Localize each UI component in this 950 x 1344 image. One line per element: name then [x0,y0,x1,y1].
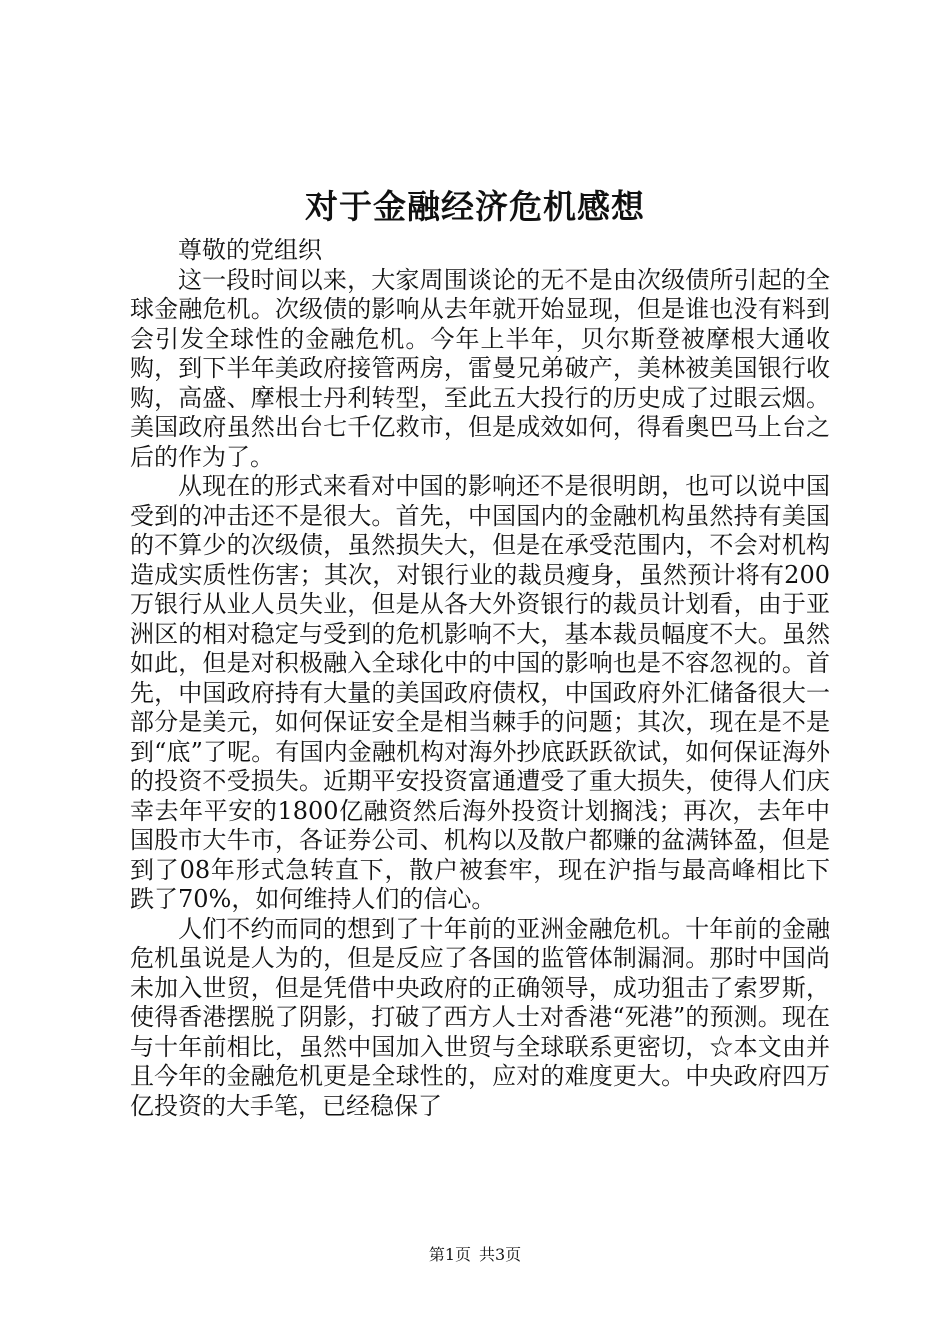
page-total: 共3页 [479,1245,522,1264]
salutation: 尊敬的党组织 [178,236,322,264]
document-title: 对于金融经济危机感想 [305,187,645,226]
page-footer [0,1245,950,1265]
page-number: 第1页 [428,1245,471,1264]
paragraph-3: 人们不约而同的想到了十年前的亚洲金融危机。十年前的金融危机虽说是人为的，但是反应了各国的监管体制漏洞。那时中国尚未加入世贸，但是凭借中央政府的正确领导，成功狙击了索罗斯，使得香港摆脱了阴影，打破了西方人士对香港“死港”的预测。现在与十年前相比，虽然中国加入世贸与全球联系更密切，☆本文由并且今年的金融危机更是全球性的，应对的难度更大。中央政府四万亿投资的大手笔，已经稳保了 [130,914,830,1120]
paragraph-2: 从现在的形式来看对中国的影响还不是很明朗，也可以说中国受到的冲击还不是很大。首先，中国国内的金融机构虽然持有美国的不算少的次级债，虽然损失大，但是在承受范围内，不会对机构造成实质性伤害；其次，对银行业的裁员瘦身，虽然预计将有200万银行从业人员失业，但是从各大外资银行的裁员计划看，由于亚洲区的相对稳定与受到的危机影响不大，基本裁员幅度不大。虽然如此，但是对积极融入全球化中的中国的影响也是不容忽视的。首先，中国政府持有大量的美国政府债权，中国政府外汇储备很大一部分是美元，如何保证安全是相当棘手的问题；其次，现在是不是到“底”了呢。有国内金融机构对海外抄底跃跃欲试，如何保证海外的投资不受损失。近期平安投资富通遭受了重大损失，使得人们庆幸去年平安的1800亿融资然后海外投资计划搁浅；再次，去年中国股市大牛市，各证券公司、机构以及散户都赚的盆满钵盈，但是到了08年形式急转直下，散户被套牢，现在沪指与最高峰相比下跌了70%，如何维持人们的信心。 [130,472,830,913]
paragraph-1: 这一段时间以来，大家周围谈论的无不是由次级债所引起的全球金融危机。次级债的影响从去年就开始显现，但是谁也没有料到会引发全球性的金融危机。今年上半年，贝尔斯登被摩根大通收购，到下半年美政府接管两房，雷曼兄弟破产，美林被美国银行收购，高盛、摩根士丹利转型，至此五大投行的历史成了过眼云烟。美国政府虽然出台七千亿救市，但是成效如何，得看奥巴马上台之后的作为了。 [130,265,830,471]
document-body [130,236,830,1121]
